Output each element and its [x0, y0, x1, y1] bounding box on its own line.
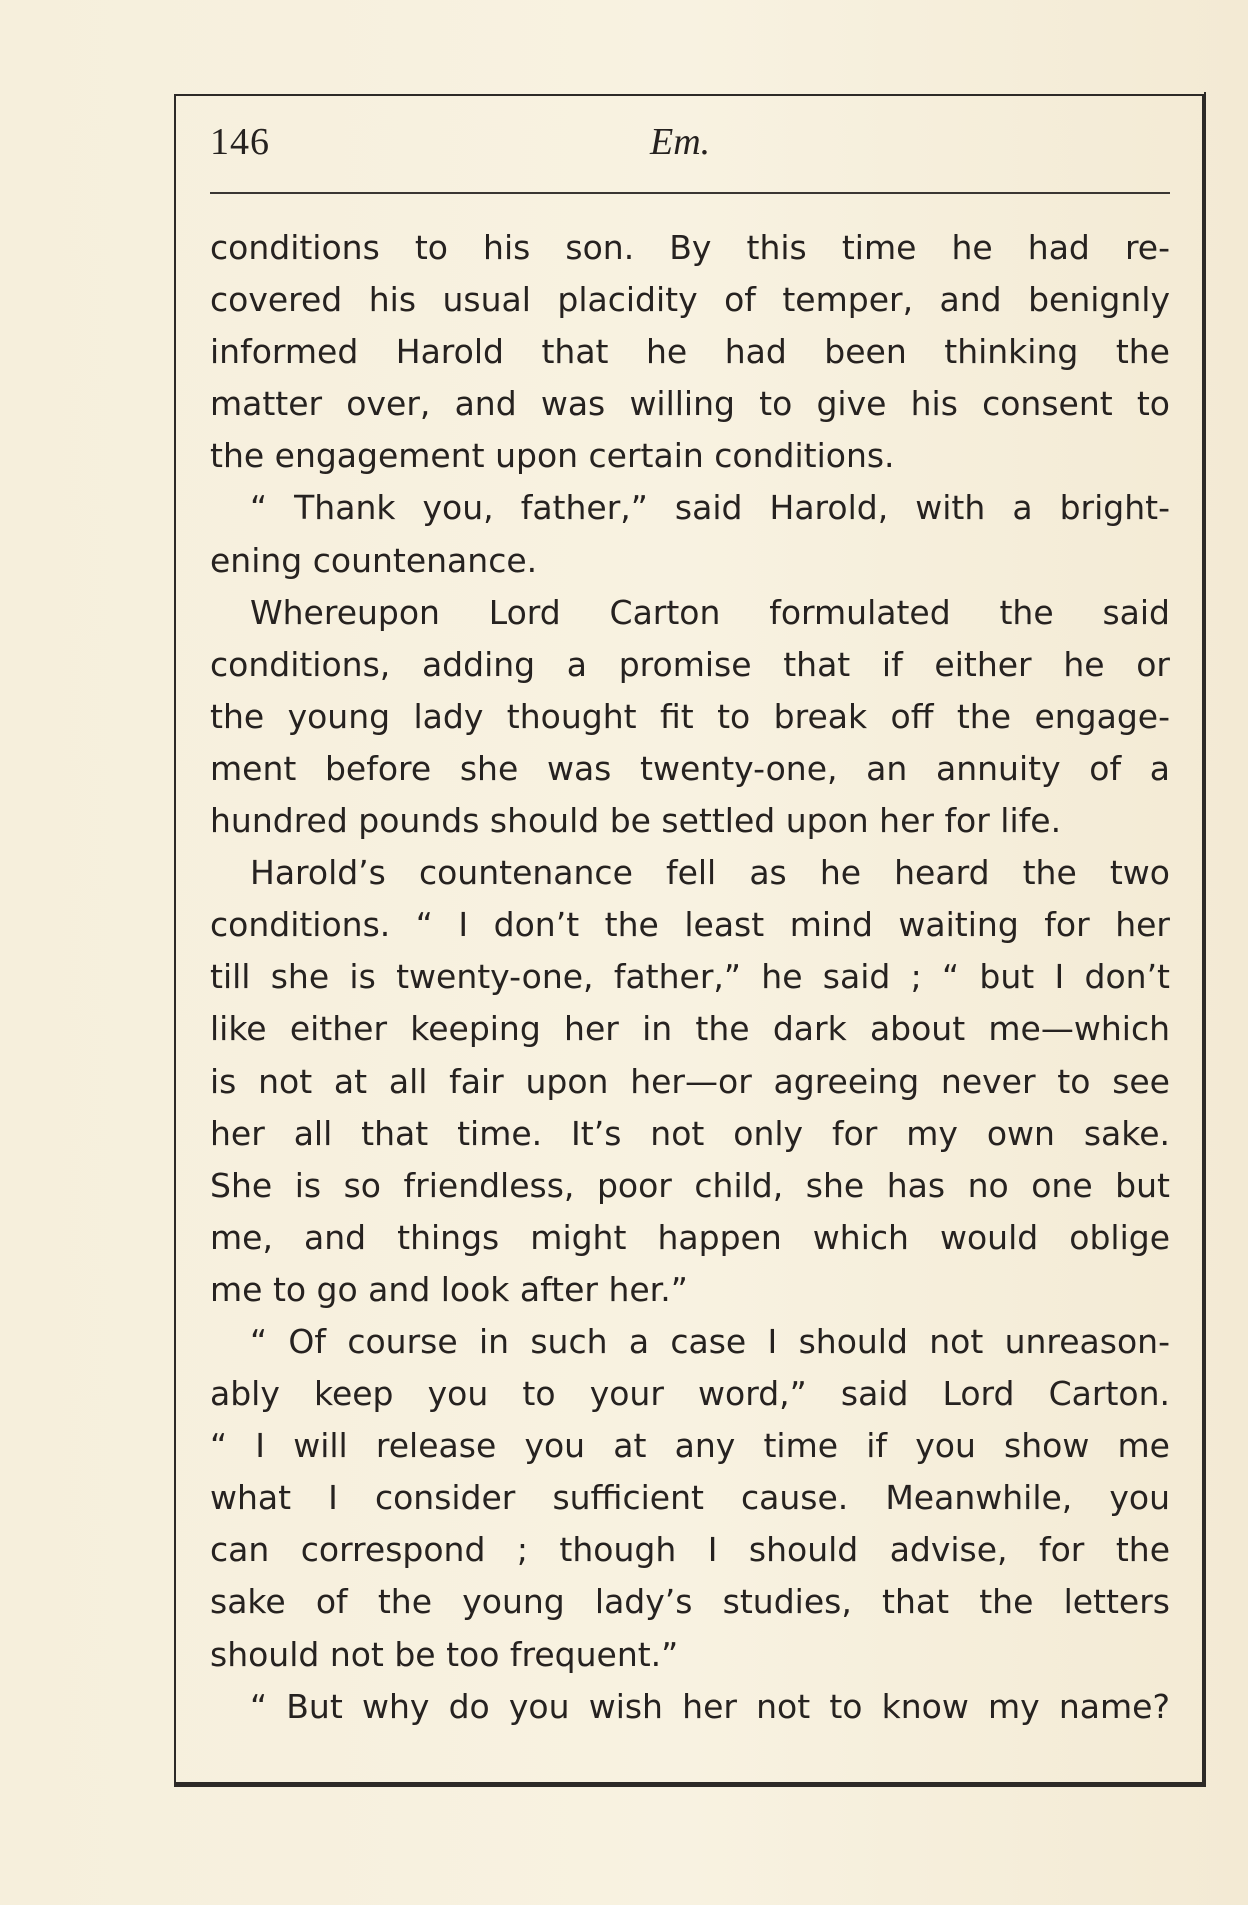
- text-line: “ Of course in such a case I should not unreason-: [250, 1321, 1170, 1361]
- frame-shadow-bottom: [174, 1784, 1206, 1787]
- page-number: 146: [210, 121, 270, 163]
- running-head: Em.: [650, 121, 711, 163]
- text-line: conditions, adding a promise that if either he or: [210, 644, 1170, 684]
- text-line: hundred pounds should be settled upon her for life.: [210, 801, 1062, 841]
- text-line: what I consider sufficient cause. Meanwhile, you: [210, 1478, 1170, 1518]
- text-line: ment before she was twenty-one, an annuity of a: [210, 748, 1170, 788]
- text-line: ably keep you to your word,” said Lord Carton.: [210, 1374, 1170, 1414]
- text-line: me to go and look after her.”: [210, 1269, 688, 1309]
- text-line: sake of the young lady’s studies, that the letters: [210, 1582, 1170, 1622]
- text-line: “ I will release you at any time if you show me: [210, 1426, 1170, 1466]
- text-line: conditions to his son. By this time he had re-: [210, 228, 1170, 267]
- page-header: [210, 118, 1170, 174]
- text-line: informed Harold that he had been thinking the: [210, 332, 1170, 372]
- text-line: Harold’s countenance fell as he heard the two: [250, 853, 1170, 893]
- header-rule: [210, 192, 1170, 194]
- text-line: She is so friendless, poor child, she has no one but: [210, 1165, 1170, 1205]
- body-text: [210, 222, 1170, 1733]
- text-line: “ But why do you wish her not to know my name?: [250, 1686, 1170, 1726]
- text-line: till she is twenty-one, father,” he said ; “ but I don’t: [210, 957, 1170, 997]
- text-line: should not be too frequent.”: [210, 1634, 679, 1674]
- text-line: ening countenance.: [210, 540, 538, 580]
- text-line: “ Thank you, father,” said Harold, with a bright-: [250, 488, 1170, 528]
- text-line: the young lady thought fit to break off the engage-: [210, 696, 1170, 736]
- text-line: is not at all fair upon her—or agreeing never to see: [210, 1061, 1170, 1101]
- frame-shadow-right: [1204, 92, 1206, 1787]
- text-line: conditions. “ I don’t the least mind waiting for her: [210, 905, 1170, 945]
- text-line: like either keeping her in the dark about me—which: [210, 1009, 1170, 1049]
- text-line: me, and things might happen which would oblige: [210, 1217, 1170, 1257]
- text-line: covered his usual placidity of temper, and benignly: [210, 280, 1170, 320]
- text-line: Whereupon Lord Carton formulated the said: [250, 592, 1170, 632]
- text-line: can correspond ; though I should advise, for the: [210, 1530, 1170, 1570]
- text-line: the engagement upon certain conditions.: [210, 436, 895, 476]
- text-line: matter over, and was willing to give his consent to: [210, 384, 1170, 424]
- text-line: her all that time. It’s not only for my own sake.: [210, 1113, 1170, 1153]
